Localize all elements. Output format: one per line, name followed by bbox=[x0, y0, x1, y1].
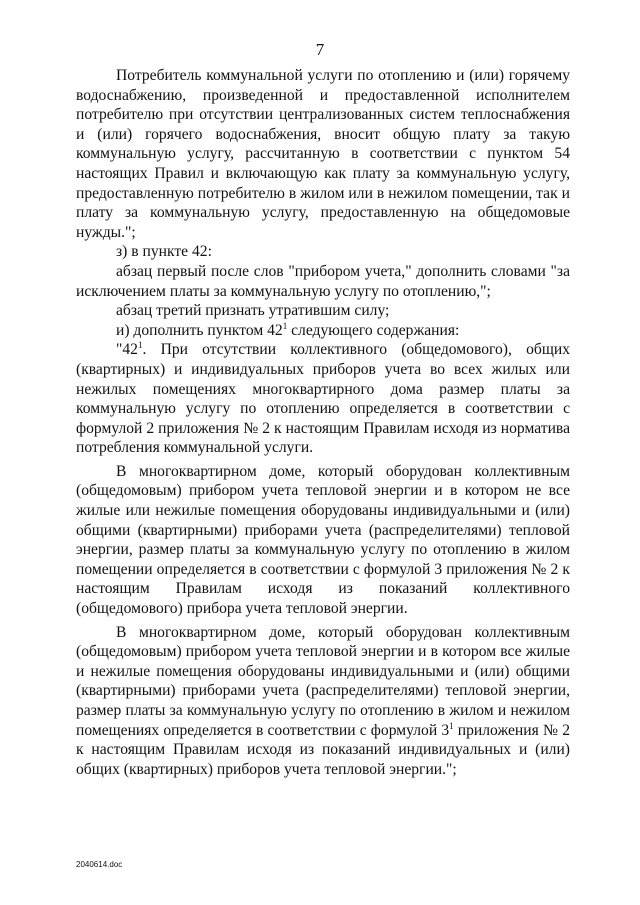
superscript: 1 bbox=[137, 340, 143, 351]
superscript: 1 bbox=[282, 320, 288, 331]
text-fragment: "42 bbox=[116, 341, 138, 359]
footer-filename: 2040614.doc bbox=[76, 860, 123, 869]
paragraph-abzac-third: абзац третий признать утратившим силу; bbox=[116, 302, 390, 320]
paragraph-item-z: з) в пункте 42: bbox=[116, 243, 212, 261]
text-fragment: . При отсутствии коллективного (общедомового), общих (квартирных) и индивидуальных приборов учета во всех жилых или нежилых помещениях многоквартирного дома размер платы за коммунальную услугу по отоплению определяется в соответствии с формулой 2 приложения № 2 к настоящим Правилам исходя из норматива потребления коммунальной услуги. bbox=[76, 341, 570, 457]
paragraph-abzac-first: абзац первый после слов "прибором учета," дополнить словами "за исключением платы за коммунальную услугу по отоплению,"; bbox=[76, 262, 570, 300]
text-fragment: В многоквартирном доме, который оборудован коллективным (общедомовым) прибором учета тепловой энергии и в котором все жилые и нежилые помещения оборудованы индивидуальными и (или) общими (квартирными) приборами учета (распределителями) тепловой энергии, размер платы за коммунальную услугу по отоплению в жилом и нежилом помещениях определяется в соответствии с формулой 3 bbox=[76, 623, 570, 739]
superscript: 1 bbox=[449, 720, 454, 731]
text-fragment: следующего содержания: bbox=[287, 321, 460, 339]
paragraph-clause-42-1 bbox=[76, 340, 570, 458]
page-number: 7 bbox=[315, 40, 325, 59]
document-body bbox=[76, 66, 570, 779]
paragraph-collective-meter: В многоквартирном доме, который оборудован коллективным (общедомовым) прибором учета тепловой энергии и в котором не все жилые или нежилые помещения оборудованы индивидуальными и (или) общими (квартирными) приборами учета (распределителями) тепловой энергии, размер платы за коммунальную услугу по отоплению в жилом помещении определяется в соответствии с формулой 3 приложения № 2 к настоящим Правилам исходя из показаний коллективного (общедомового) прибора учета тепловой энергии. bbox=[76, 462, 570, 618]
paragraph-all-rooms-metered bbox=[76, 623, 570, 780]
paragraph-consumer-payment: Потребитель коммунальной услуги по отоплению и (или) горячему водоснабжению, произведенной и предоставленной исполнителем потребителю при отсутствии централизованных систем теплоснабжения и (или) горячего водоснабжения, вносит общую плату за такую коммунальную услугу, рассчитанную в соответствии с пунктом 54 настоящих Правил и включающую как плату за коммунальную услугу, предоставленную потребителю в жилом или в нежилом помещении, так и плату за коммунальную услугу, предоставленную на общедомовые нужды."; bbox=[76, 67, 570, 241]
text-fragment: и) дополнить пунктом 42 bbox=[116, 321, 283, 339]
paragraph-item-i bbox=[76, 321, 570, 341]
text-fragment: приложения № 2 к настоящим Правилам исходя из показаний индивидуальных и (или) общих (квартирных) приборов учета тепловой энергии."; bbox=[76, 721, 570, 778]
